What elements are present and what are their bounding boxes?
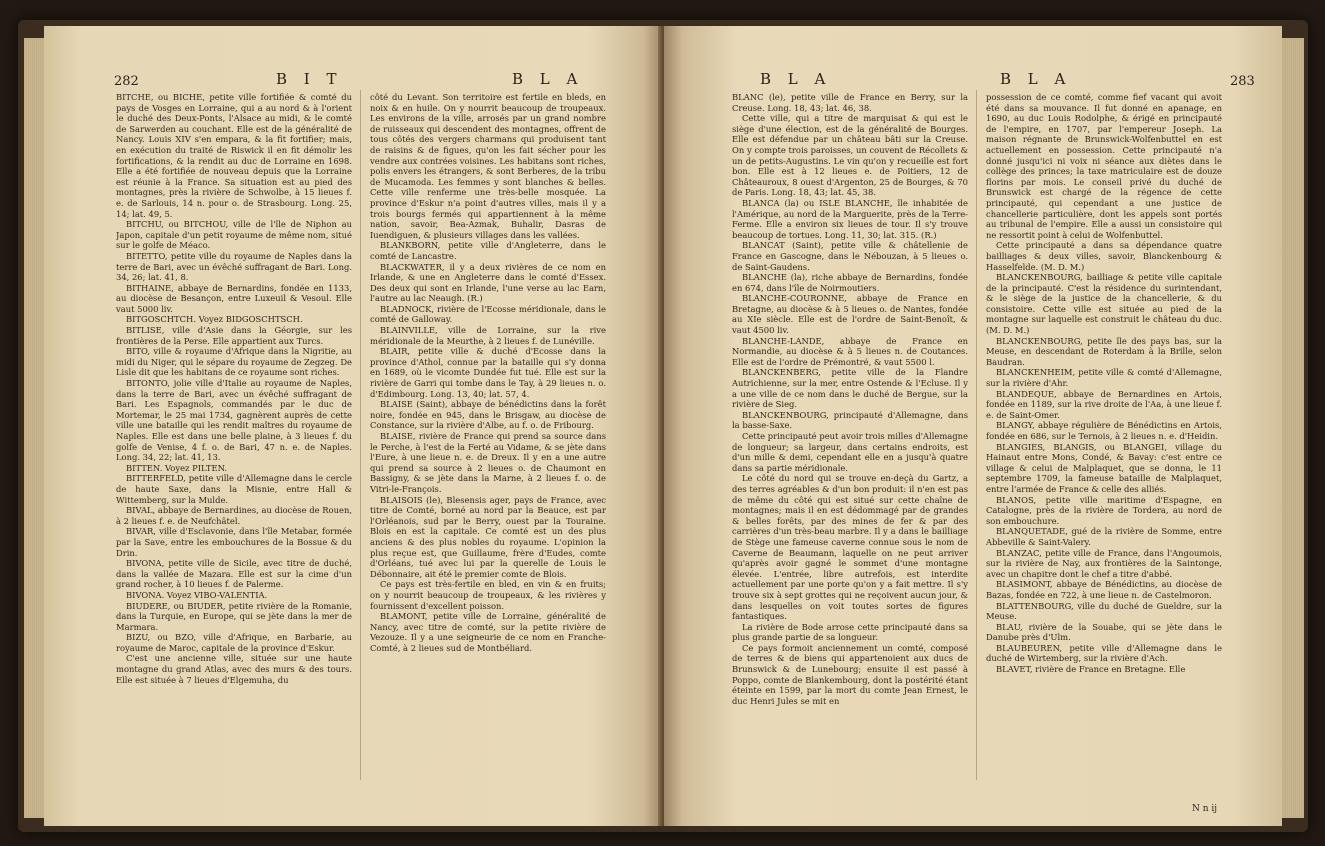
right-running-header (664, 70, 1282, 90)
entry-paragraph: Cette principauté a dans sa dépendance quatre bailliages & deux villes, savoir, Blanckenbourg & Hasselfelde. (M. D. M.) (986, 240, 1222, 272)
entry-paragraph: BLASIMONT, abbaye de Bénédictins, au diocèse de Bazas, fondée en 722, à une lieue n. de Castelmoron. (986, 579, 1222, 600)
entry-paragraph: BLADNOCK, rivière de l'Ecosse méridionale, dans le comté de Galloway. (370, 303, 606, 325)
entry-paragraph: BLANCHE (la), riche abbaye de Bernardins, fondée en 674, dans l'île de Noirmoutiers. (732, 272, 968, 293)
entry-paragraph: BLANCKENHEIM, petite ville & comté d'Allemagne, sur la rivière d'Ahr. (986, 367, 1222, 389)
left-header-left: B I T (276, 70, 343, 88)
entry-paragraph: possession de ce comté, comme fief vacant qui avoit été dans sa mouvance. Il fut donné en apanage, en 1690, au duc Louis Rodolphe, & érigé en principauté de l'empire, en 1707, par l'empereur Joseph. La maison régnante de Brunswick-Wolfenbuttel en est actuellement en possession. Cette principauté n'a donné jusqu'ici ni voix ni séance aux diètes dans le collège des princes; la taxe matriculaire est de douze florins par mois. Le conseil privé du duché de Brunswick est chargé de la régence de cette principauté, qui cependant a une justice de chancellerie particulière, dont les appels sont portés au tribunal de l'empire. Elle a aussi un consistoire qui ne ressortit point à celui de Wolfenbuttel. (986, 92, 1222, 240)
entry-paragraph: côté du Levant. Son territoire est fertile en bleds, en noix & en huile. On y nourrit beaucoup de troupeaux. Les environs de la ville, arrosés par un grand nombre de ruisseaux qui descendent des montagnes, offrent de tous côtés des vergers charmans qui produisent tant de raisins & de figues, qu'on les fait sécher pour les vendre aux contrées voisines. Les habitans sont riches, polis envers les étrangers, & sont Berberes, de la tribu de Mucamoda. Les femmes y sont blanches & belles. Cette ville renferme une très-belle mosquée. La province d'Eskur n'a point d'autres villes, mais il y a trois bourgs fermés qui appartiennent à la même nation, savoir, Bea-Azmak, Buhalir, Dasras de Iuendiguen, & plusieurs villages dans les vallées. (370, 92, 606, 240)
signature-mark: N n ij (1192, 804, 1218, 814)
entry-paragraph: BIVAL, abbaye de Bernardines, au diocèse de Rouen, à 2 lieues f. e. de Neufchâtel. (116, 505, 352, 526)
entry-paragraph: BITCHU, ou BITCHOU, ville de l'île de Niphon au Japon, capitale d'un petit royaume de même nom, situé sur le golfe de Méaco. (116, 219, 352, 251)
entry-paragraph: BLANCHE-LANDE, abbaye de France en Normandie, au diocèse & à 5 lieues n. de Coutances. Elle est de l'ordre de Prémontré, & vaut 5500 l. (732, 335, 968, 367)
entry-paragraph: BITHAINE, abbaye de Bernardins, fondée en 1133, au diocèse de Besançon, entre Luxeuil & Vesoul. Elle vaut 5000 liv. (116, 282, 352, 314)
entry-paragraph: BIVAR, ville d'Esclavonie, dans l'île Metabar, formée par la Save, entre les embouchures de la Bossue & du Drin. (116, 526, 352, 558)
right-page-number: 283 (1230, 74, 1255, 89)
entry-paragraph: BLANGIES, BLANGIS, ou BLANGEI, village du Hainaut entre Mons, Condé, & Bavay: c'est entre ce village & celui de Malplaquet, que se donna, le 11 septembre 1709, la fameuse bataille de Malplaquet, entre l'armée de France & celle des alliés. (986, 441, 1222, 494)
entry-paragraph: BLANOS, petite ville maritime d'Espagne, en Catalogne, près de la rivière de Tordera, au nord de son embouchure. (986, 494, 1222, 526)
entry-paragraph: BLANCKENBOURG, bailliage & petite ville capitale de la principauté. C'est la résidence du surintendant, & le siège de la justice de la chancellerie, & du consistoire. Cette ville est située au pied de la montagne sur laquelle est construit le château du duc. (M. D. M.) (986, 272, 1222, 336)
entry-paragraph: Le côté du nord qui se trouve en-deçà du Gartz, a des terres agréables & d'un bon produit: il n'en est pas de même du côté qui est situé sur cette chaîne de montagnes; mais il en est dédommagé par de grandes & belles forêts, par des mines de fer & par des carrières d'un très-beau marbre. Il y a dans le bailliage de Stège une fameuse caverne connue sous le nom de Caverne de Beaumann, laquelle on ne peut arriver qu'après avoir gagné le sommet d'une montagne élevée. L'entrée, libre autrefois, est interdite actuellement par une porte qu'on y a fait mettre. Il s'y trouve six à sept grottes qui ne reçoivent aucun jour, & dans lesquelles on voit toutes sortes de figures fantastiques. (732, 473, 968, 622)
entry-paragraph: BLAUBEUREN, petite ville d'Allemagne dans le duché de Wirtemberg, sur la rivière d'Ach. (986, 642, 1222, 664)
entry-paragraph: BITO, ville & royaume d'Afrique dans la Nigritie, au midi du Niger, qui le sépare du royaume de Zegzeg. De Lisle dit que les habitans de ce royaume sont riches. (116, 346, 352, 378)
entry-paragraph: BLAISOIS (le), Blesensis ager, pays de France, avec titre de Comté, borné au nord par la Beauce, est par l'Orléanois, sud par le Berry, ouest par la Touraine. Blois en est la capitale. Ce comté est un des plus anciens & des plus nobles du royaume. L'opinion la plus reçue est, que Guillaume, frère d'Eudes, comte d'Orléans, tué avec lui par la querelle de Louis le Débonnaire, ait été le premier comte de Blois. (370, 494, 606, 579)
page-edges-right (1282, 38, 1304, 818)
right-header-left: B L A (760, 70, 832, 88)
page-edges-left (24, 38, 44, 818)
entry-paragraph: Ce pays est très-fertile en bled, en vin & en fruits; on y nourrit beaucoup de troupeaux, & les rivières y fournissent d'excellent poisson. (370, 579, 606, 611)
open-book (18, 20, 1308, 832)
entry-paragraph: BIVONA, petite ville de Sicile, avec titre de duché, dans la vallée de Mazara. Elle est sur la cime d'un grand rocher, à 10 lieues f. de Palerme. (116, 558, 352, 590)
entry-paragraph: BLANCHE-COURONNE, abbaye de France en Bretagne, au diocèse & à 5 lieues o. de Nantes, fondée au XIe siècle. Elle est de l'ordre de Saint-Benoît, & vaut 4500 liv. (732, 293, 968, 336)
entry-paragraph: BITGOSCHTCH. Voyez BIDGOSCHTSCH. (126, 314, 303, 325)
entry-paragraph: BLANCAT (Saint), petite ville & châtellenie de France en Gascogne, dans le Nébouzan, à 5 lieues o. de Saint-Gaudens. (732, 240, 968, 272)
entry-paragraph: BLACKWATER, il y a deux rivières de ce nom en Irlande, & une en Angleterre dans le comté d'Essex. Des deux qui sont en Irlande, l'une verse au lac Earn, l'autre au lac Neaugh. (R.) (370, 261, 606, 304)
left-column-rule (360, 90, 361, 780)
left-page-number: 282 (114, 74, 139, 89)
entry-paragraph: BLAVET, rivière de France en Bretagne. Elle (996, 664, 1186, 675)
entry-paragraph: BITCHE, ou BICHE, petite ville fortifiée & comté du pays de Vosges en Lorraine, qui a au nord & à l'orient le duché des Deux-Ponts, l'Alsace au midi, & le comté de Sarwerden au couchant. Elle est de la généralité de Nancy. Louis XIV s'en empara, & la fit fortifier; mais, en exécution du traité de Riswick il en fit démolir les fortifications, & la rendit au duc de Lorraine en 1698. Elle a été fortifiée de nouveau depuis que la Lorraine est réunie à la France. Sa situation est au pied des montagnes, près la rivière de Schwolbe, à 15 lieues f. e. de Sarlouis, 14 n. pour o. de Strasbourg. Long. 25, 14; lat. 49, 5. (116, 92, 352, 219)
entry-paragraph: Ce pays formoit anciennement un comté, composé de terres & de biens qui appartenoient aux ducs de Brunswick & de Lunebourg; ensuite il est passé à Poppo, comte de Blankembourg, dont la postérité étant éteinte en 1599, par la mort du comte Jean Ernest, le duc Henri Jules se mit en (732, 642, 968, 706)
right-column-1 (732, 92, 968, 792)
entry-paragraph: BLANQUETADE, gué de la rivière de Somme, entre Abbeville & Saint-Valery. (986, 526, 1222, 547)
entry-paragraph: BLANCA (la) ou ISLE BLANCHE, île inhabitée de l'Amérique, au nord de la Marguerite, près de la Terre-Ferme. Elle a environ six lieues de tour. Il s'y trouve beaucoup de tortues. Long. 11, 30; lat. 315. (R.) (732, 197, 968, 240)
entry-paragraph: BLANCKENBOURG, petite île des pays bas, sur la Meuse, en descendant de Roterdam à la Brille, selon Baudran. (986, 335, 1222, 367)
left-column-1 (116, 92, 352, 792)
entry-paragraph: BLAISE (Saint), abbaye de bénédictins dans la forêt noire, fondée en 945, dans le Brisgaw, au diocèse de Constance, sur la rivière d'Albe, au f. o. de Fribourg. (370, 399, 606, 431)
entry-paragraph: BLAU, rivière de la Souabe, qui se jète dans le Danube près d'Ulm. (986, 621, 1222, 643)
entry-paragraph: BLATTENBOURG, ville du duché de Gueldre, sur la Meuse. (986, 600, 1222, 622)
right-page (664, 26, 1282, 826)
entry-paragraph: BITONTO, jolie ville d'Italie au royaume de Naples, dans la terre de Bari, avec un évêché suffragant de Bari. Les Espagnols, commandés par le duc de Mortemar, le 25 mai 1734, gagnèrent auprès de cette ville une bataille qui les rendit maîtres du royaume de Naples. Elle est dans une belle plaine, à 3 lieues f. du golfe de Venise, 4 f. o. de Bari, 47 n. e. de Naples. Long. 34, 22; lat. 41, 13. (116, 378, 352, 463)
entry-paragraph: BLAMONT, petite ville de Lorraine, généralité de Nancy, avec titre de comté, sur la petite rivière de Vezouze. Il y a une seigneurie de ce nom en Franche-Comté, à 2 lieues sud de Montbéliard. (370, 611, 606, 653)
entry-paragraph: BIZU, ou BZO, ville d'Afrique, en Barbarie, au royaume de Maroc, capitale de la province d'Eskur. (116, 632, 352, 653)
right-column-2 (986, 92, 1222, 792)
entry-paragraph: BLANCKENBERG, petite ville de la Flandre Autrichienne, sur la mer, entre Ostende & l'Ecluse. Il y a une ville de ce nom dans le duché de Bergue, sur la rivière de Sieg. (732, 367, 968, 410)
entry-paragraph: BLANGY, abbaye régulière de Bénédictins en Artois, fondée en 686, sur le Ternois, à 2 lieues n. e. d'Heidin. (986, 420, 1222, 441)
entry-paragraph: BLANDEQUE, abbaye de Bernardines en Artois, fondée en 1189, sur la rive droite de l'Aa, à une lieue f. e. de Saint-Omer. (986, 388, 1222, 420)
entry-paragraph: C'est une ancienne ville, située sur une haute montagne du grand Atlas, avec des murs & des tours. Elle est située à 7 lieues d'Elgemuha, du (116, 653, 352, 685)
entry-paragraph: BIUDERE, ou BIUDER, petite rivière de la Romanie, dans la Turquie, en Europe, qui se jète dans la mer de Marmara. (116, 600, 352, 632)
left-page (44, 26, 662, 826)
entry-paragraph: BITETTO, petite ville du royaume de Naples dans la terre de Bari, avec un évêché suffragant de Bari. Long. 34, 26; lat. 41, 8. (116, 250, 352, 283)
left-running-header (44, 70, 662, 90)
left-column-2 (370, 92, 606, 792)
entry-paragraph: BIVONA. Voyez VIBO-VALENTIA. (126, 589, 268, 600)
entry-paragraph: BLANZAC, petite ville de France, dans l'Angoumois, sur la rivière de Nay, aux frontières de la Saintonge, avec un chapitre dont le chef a titre d'abbé. (986, 547, 1222, 579)
entry-paragraph: BLAINVILLE, ville de Lorraine, sur la rive méridionale de la Meurthe, à 2 lieues f. de Lunéville. (370, 325, 606, 346)
entry-paragraph: BLANKBORN, petite ville d'Angleterre, dans le comté de Lancastre. (370, 240, 606, 261)
entry-paragraph: BLANC (le), petite ville de France en Berry, sur la Creuse. Long. 18, 43; lat. 46, 38. (732, 92, 968, 113)
entry-paragraph: BITTEN. Voyez PILTEN. (126, 462, 228, 473)
entry-paragraph: Cette principauté peut avoir trois milles d'Allemagne de longueur; sa largeur, dans certains endroits, est d'un mille & demi, cependant elle en a jusqu'à quatre dans sa partie méridionale. (732, 431, 968, 473)
entry-paragraph: BLAIR, petite ville & duché d'Ecosse dans la province d'Athol, connue par la bataille qui s'y donna en 1689, où le vicomte Dundée fut tué. Elle est sur la rivière de Garri qui tombe dans le Tay, à 29 lieues n. o. d'Edimbourg. Long. 13, 40; lat. 57, 4. (370, 346, 606, 399)
right-column-rule (976, 90, 977, 780)
left-header-right: B L A (512, 70, 584, 88)
entry-paragraph: BLANCKENBOURG, principauté d'Allemagne, dans la basse-Saxe. (732, 409, 968, 431)
entry-paragraph: BITLISE, ville d'Asie dans la Géorgie, sur les frontières de la Perse. Elle appartient aux Turcs. (116, 325, 352, 346)
entry-paragraph: BLAISE, rivière de France qui prend sa source dans le Perche, à l'est de la Ferté au Vidame, & se jète dans l'Eure, à une lieue n. e. de Dreux. Il y en a une autre qui prend sa source à 2 lieues o. de Chaumont en Bassigny, & se jète dans la Marne, à 2 lieues f. o. de Vitri-le-François. (370, 431, 606, 494)
entry-paragraph: BITTERFELD, petite ville d'Allemagne dans le cercle de haute Saxe, dans la Misnie, entre Hall & Wittemberg, sur la Mulde. (116, 473, 352, 505)
entry-paragraph: Cette ville, qui a titre de marquisat & qui est le siège d'une élection, est de la généralité de Bourges. Elle est défendue par un château bâti sur la Creuse. On y compte trois paroisses, un couvent de Récollets & un de petits-Augustins. Le vin qu'on y recueille est fort bon. Elle est à 12 lieues e. de Poitiers, 12 de Châteauroux, 8 ouest d'Argenton, 25 de Bourges, & 70 de Paris. Long. 18, 43; lat. 45, 38. (732, 113, 968, 198)
right-header-right: B L A (1000, 70, 1072, 88)
entry-paragraph: La rivière de Bode arrose cette principauté dans sa plus grande partie de sa longueur. (732, 621, 968, 643)
